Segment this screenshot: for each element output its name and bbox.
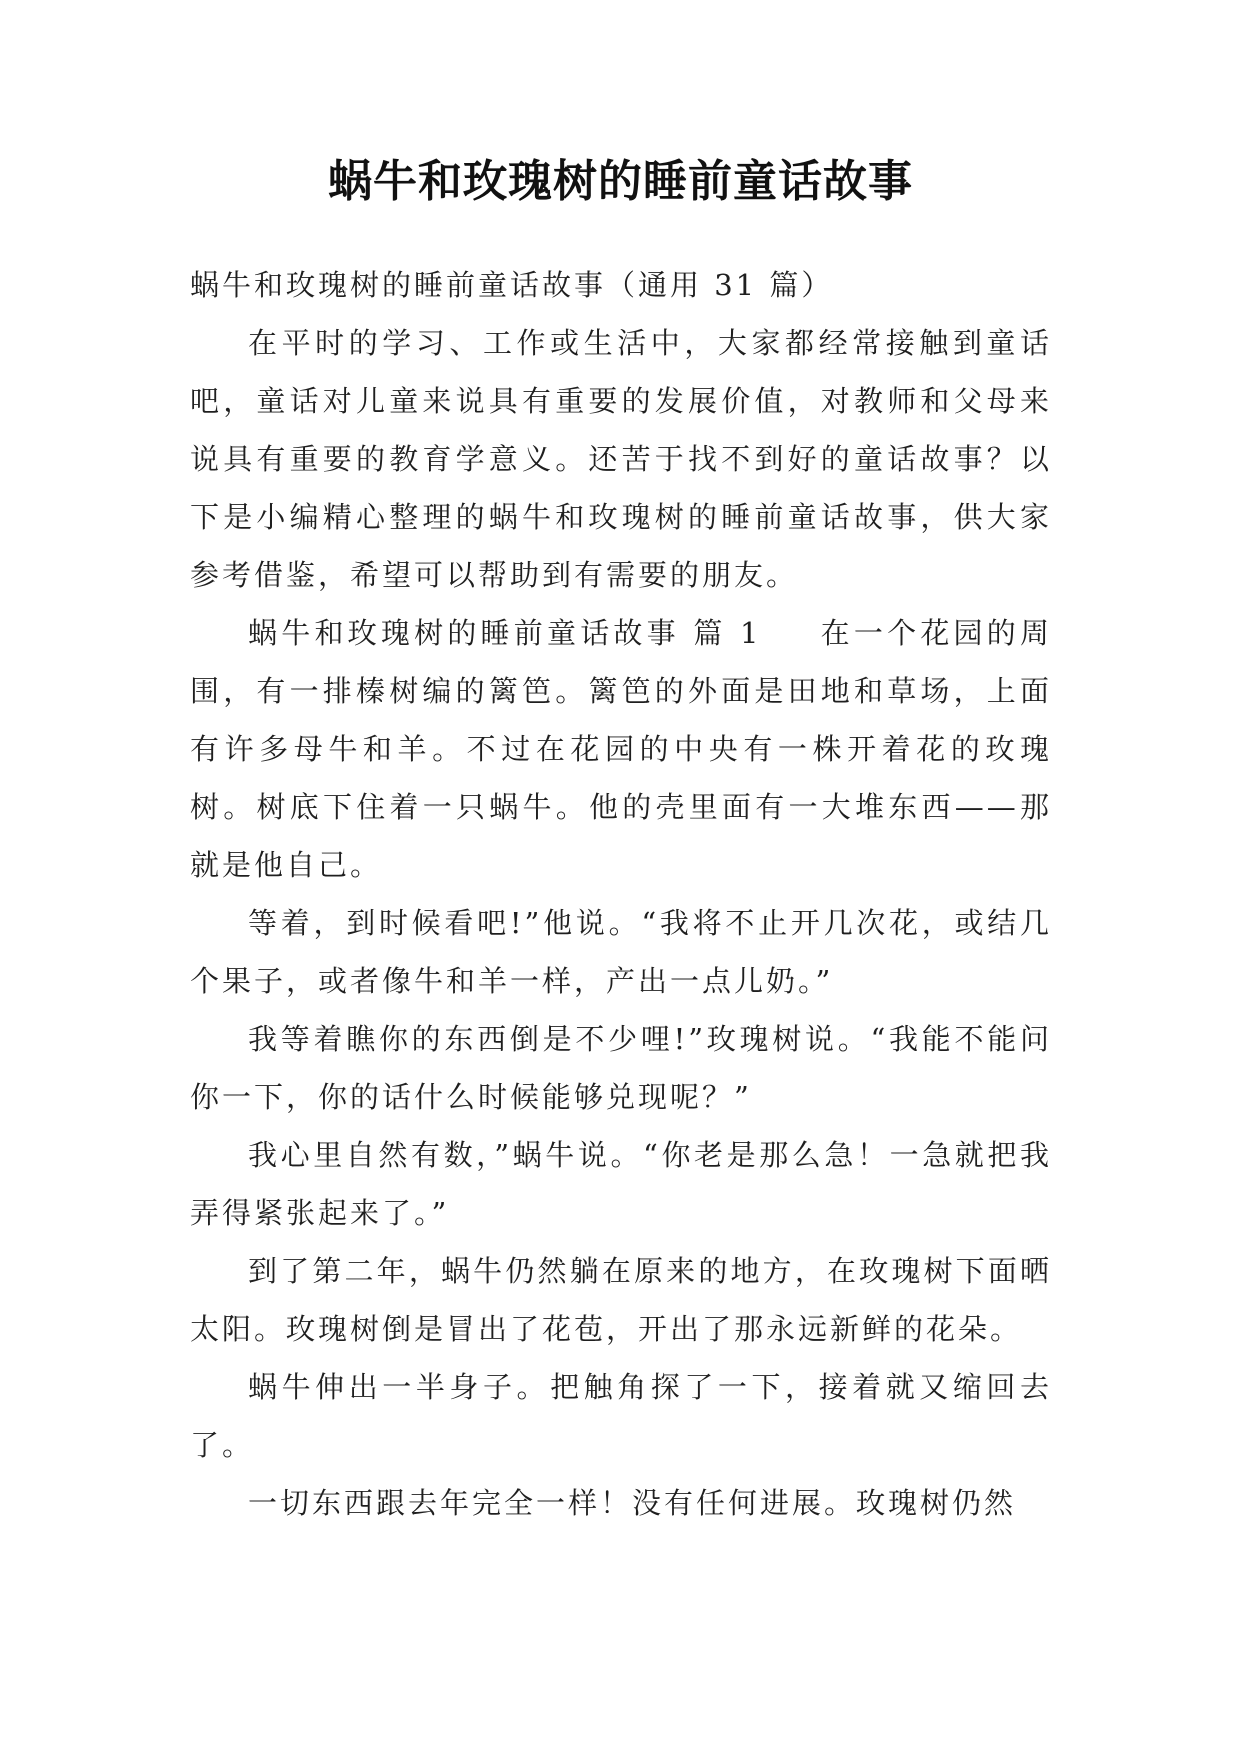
section-first-text: 在一个花园的周围，有一排榛树编的篱笆。篱笆的外面是田地和草场，上面有许多母牛和羊。不过在花园的中央有一株开着花的玫瑰树。树底下住着一只蜗牛。他的壳里面有一大堆东西——那就是他自己。 — [190, 616, 1052, 882]
document-body — [190, 256, 1052, 1532]
story-paragraph-1: 等着，到时候看吧!”他说。“我将不止开几次花，或结几个果子，或者像牛和羊一样，产出一点儿奶。” — [190, 906, 1052, 998]
story-paragraph-3: 我心里自然有数，”蜗牛说。“你老是那么急！一急就把我弄得紧张起来了。” — [190, 1138, 1052, 1230]
document-title: 蜗牛和玫瑰树的睡前童话故事 — [328, 156, 913, 207]
story-paragraph-6: 一切东西跟去年完全一样！没有任何进展。玫瑰树仍然 — [248, 1486, 1017, 1520]
story-paragraph-5: 蜗牛伸出一半身子。把触角探了一下，接着就又缩回去了。 — [190, 1370, 1052, 1462]
document-subtitle: 蜗牛和玫瑰树的睡前童话故事（通用 31 篇） — [190, 268, 834, 302]
story-paragraph-4: 到了第二年，蜗牛仍然躺在原来的地方，在玫瑰树下面晒太阳。玫瑰树倒是冒出了花苞，开出了那永远新鲜的花朵。 — [190, 1254, 1052, 1346]
section-first-paragraph — [190, 604, 1052, 894]
section-heading: 蜗牛和玫瑰树的睡前童话故事 篇 1 — [248, 616, 762, 650]
intro-paragraph: 在平时的学习、工作或生活中，大家都经常接触到童话吧，童话对儿童来说具有重要的发展价值，对教师和父母来说具有重要的教育学意义。还苦于找不到好的童话故事？以下是小编精心整理的蜗牛和玫瑰树的睡前童话故事，供大家参考借鉴，希望可以帮助到有需要的朋友。 — [190, 326, 1052, 592]
story-paragraph-2: 我等着瞧你的东西倒是不少哩!”玫瑰树说。“我能不能问你一下，你的话什么时候能够兑现呢？” — [190, 1022, 1052, 1114]
